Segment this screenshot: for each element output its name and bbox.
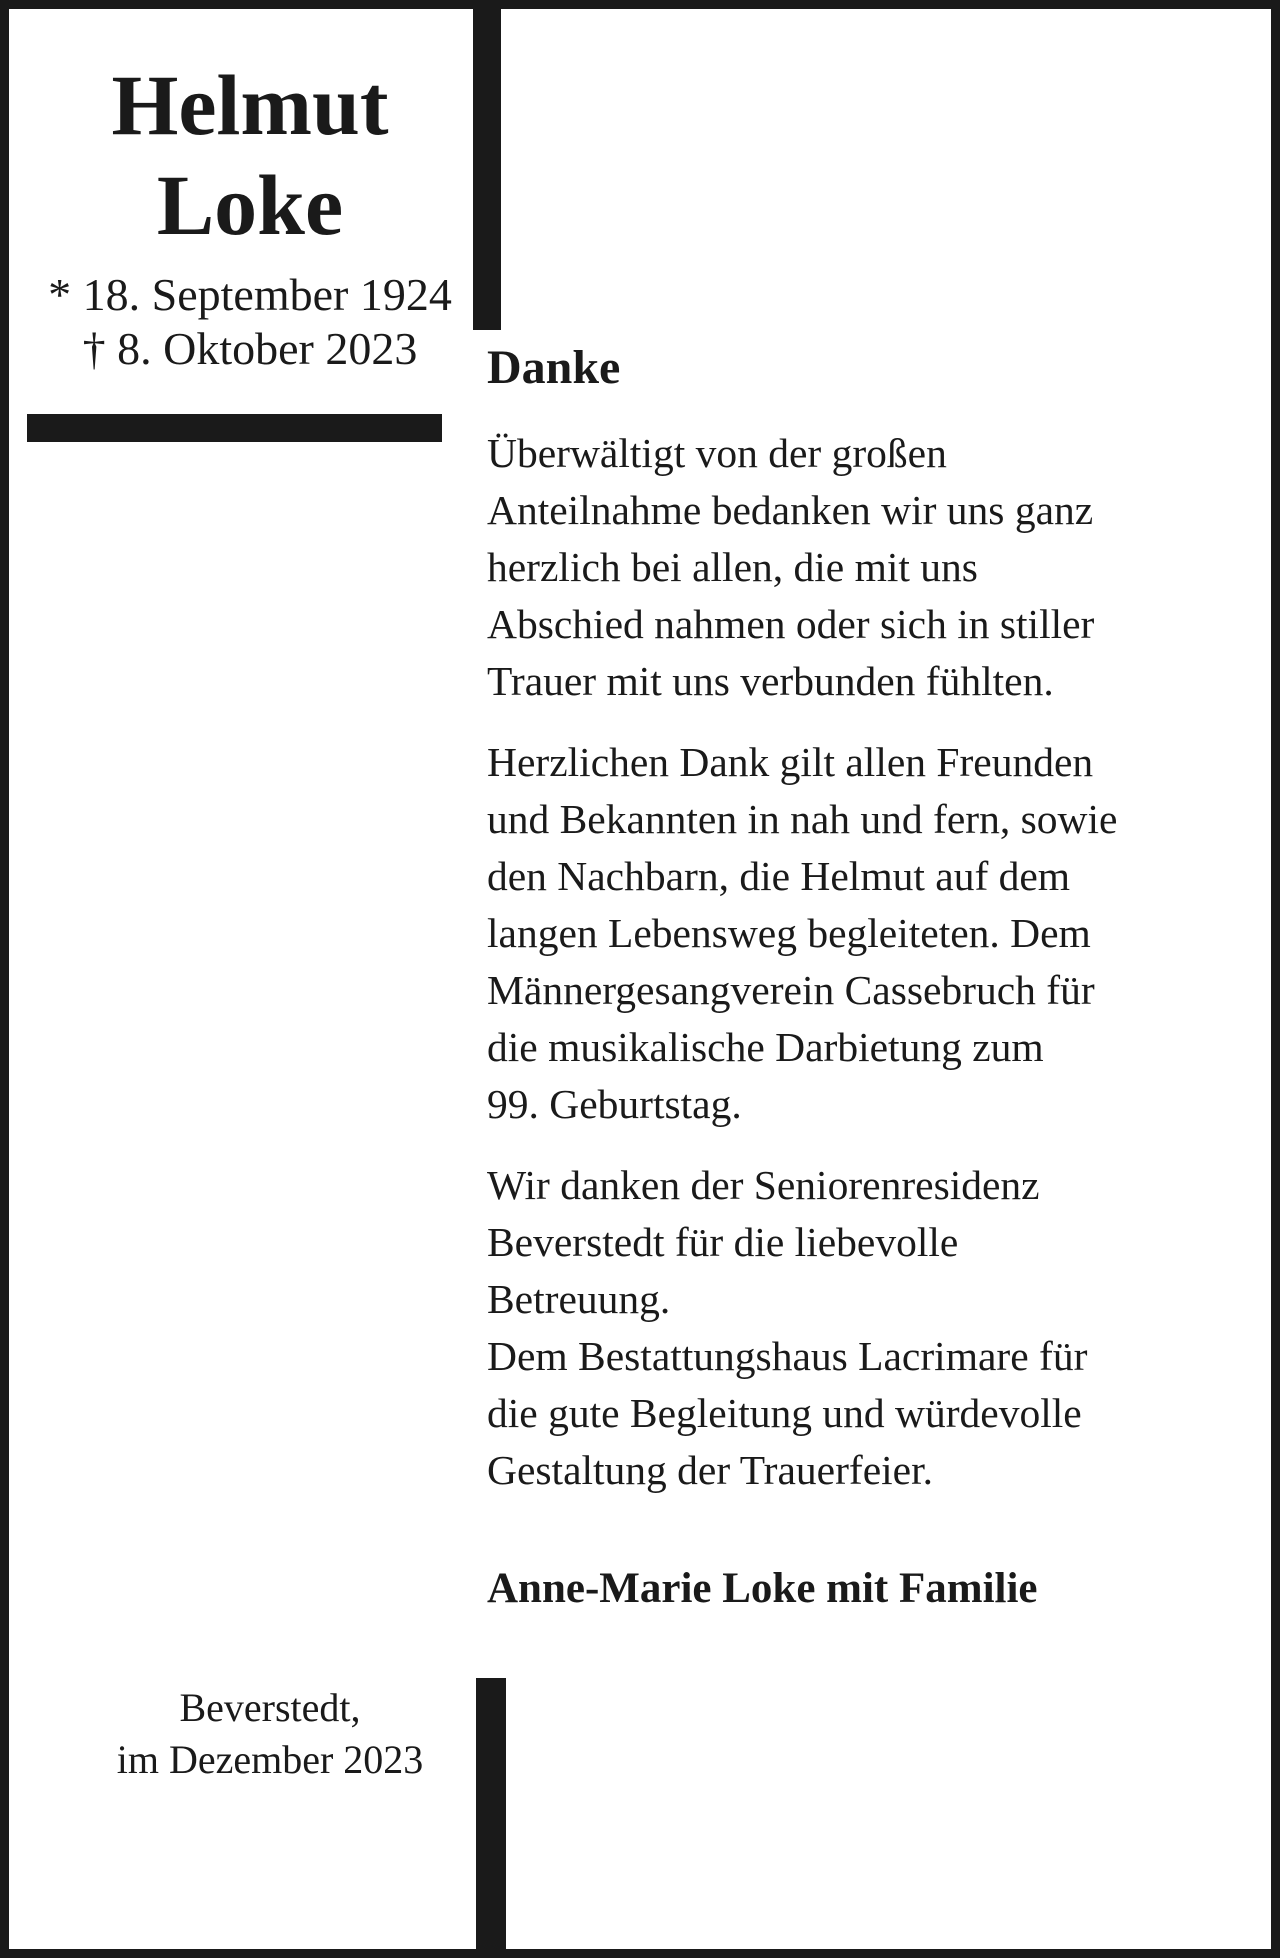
deceased-first-name: Helmut <box>111 57 389 153</box>
text-line: 99. Geburtstag. <box>487 1081 742 1127</box>
text-line: Anteilnahme bedanken wir uns ganz <box>487 487 1094 533</box>
text-line: Abschied nahmen oder sich in stiller <box>487 601 1095 647</box>
text-line: Wir danken der Seniorenresidenz <box>487 1162 1040 1208</box>
notice-text <box>487 338 1257 1619</box>
text-line: langen Lebensweg begleiteten. Dem <box>487 910 1091 956</box>
death-date: † 8. Oktober 2023 <box>82 323 418 374</box>
text-line: herzlich bei allen, die mit uns <box>487 544 978 590</box>
birth-date: * 18. September 1924 <box>48 269 452 320</box>
paragraph <box>487 1157 1257 1499</box>
paragraph <box>487 734 1257 1133</box>
date: im Dezember 2023 <box>116 1737 424 1782</box>
text-line: Trauer mit uns verbunden fühlten. <box>487 658 1054 704</box>
text-line: Dem Bestattungshaus Lacrimare für <box>487 1333 1088 1379</box>
text-line: Betreuung. <box>487 1276 671 1322</box>
text-line: Herzlichen Dank gilt allen Freunden <box>487 739 1094 785</box>
text-line: und Bekannten in nah und fern, sowie <box>487 796 1118 842</box>
text-line: die musikalische Darbietung zum <box>487 1024 1044 1070</box>
text-line: den Nachbarn, die Helmut auf dem <box>487 853 1071 899</box>
text-line: Männergesangverein Cassebruch für <box>487 967 1095 1013</box>
cross-bar-vertical-bottom <box>476 1678 506 1958</box>
text-line: Beverstedt für die liebevolle <box>487 1219 959 1265</box>
text-line: Gestaltung der Trauerfeier. <box>487 1447 934 1493</box>
text-line: Überwältigt von der großen <box>487 430 947 476</box>
deceased-last-name: Loke <box>156 157 344 253</box>
deceased-name <box>0 55 500 255</box>
place: Beverstedt, <box>179 1685 361 1730</box>
cross-bar-horizontal <box>27 414 442 442</box>
paragraph <box>487 425 1257 710</box>
signature: Anne-Marie Loke mit Familie <box>487 1565 1038 1612</box>
text-line: die gute Begleitung und würdevolle <box>487 1390 1082 1436</box>
notice-heading: Danke <box>487 341 621 394</box>
place-and-date <box>60 1682 480 1786</box>
life-dates <box>20 268 480 376</box>
